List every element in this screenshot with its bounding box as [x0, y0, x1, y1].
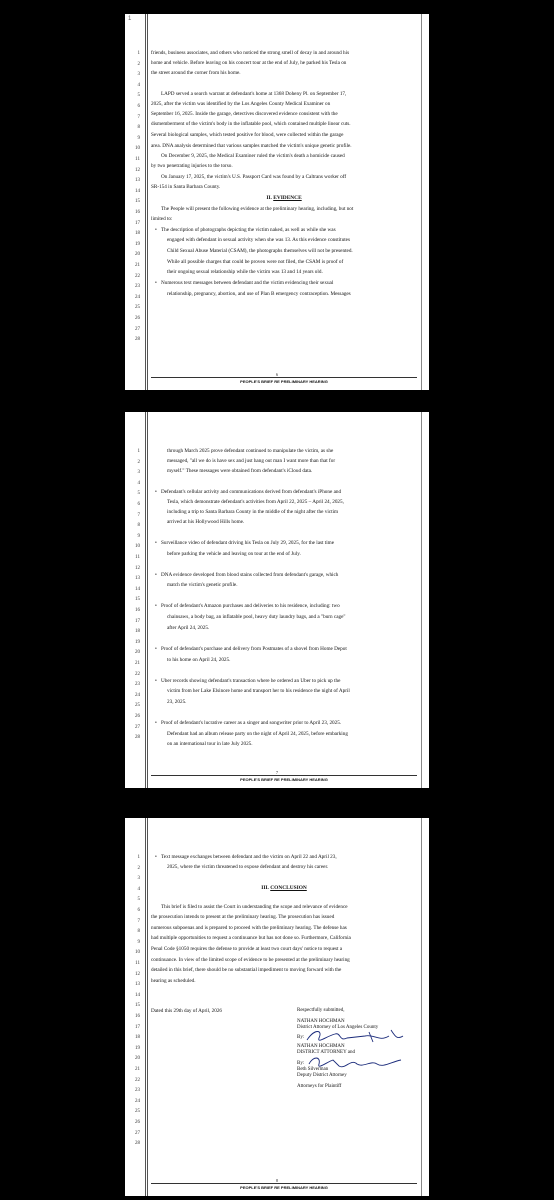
list-item: • Proof of defendant's purchase and delivery from Postmates of a shovel from Home Depot — [161, 646, 417, 653]
line-number: 12 — [135, 565, 140, 571]
line-number: 24 — [135, 1098, 140, 1104]
body-line: to his home on April 24, 2025. — [167, 657, 231, 663]
line-number: 23 — [135, 284, 140, 290]
signature-line: By: — [297, 1035, 305, 1040]
line-number: 10 — [135, 544, 140, 550]
line-number: 6 — [137, 104, 140, 109]
body-line: relationship, pregnancy, abortion, and use of Plan B emergency contraception. Messages — [167, 291, 351, 297]
body-line: detailed in this brief, there should be no substantial impediment to moving forward with the — [151, 967, 342, 973]
handwritten-signature-2 — [305, 1054, 405, 1074]
list-item: • Proof of defendant's Amazon purchases and deliveries to his residence, including: two — [161, 603, 417, 610]
body-line: by two penetrating injuries to the torso. — [151, 163, 233, 169]
body-line: SR-154 in Santa Barbara County. — [151, 184, 221, 190]
line-number: 23 — [135, 682, 140, 688]
body-line: friends, business associates, and others who noticed the strong smell of decay in and around his — [151, 50, 350, 56]
body-line: victim from her Lake Elsinore home and transport her to his residence the night of April — [167, 688, 350, 694]
line-number: 8 — [137, 523, 140, 529]
body-line: While all possible charges that could be proven were not filed, the CSAM is proof of — [167, 259, 344, 265]
line-number: 8 — [137, 929, 140, 935]
body-line: engaged with defendant in sexual activity when she was 13. As this evidence constitutes — [167, 237, 350, 243]
line-number: 2 — [137, 61, 140, 67]
line-number: 20 — [135, 1056, 140, 1062]
line-number: 4 — [137, 886, 140, 892]
line-number: 7 — [137, 512, 140, 518]
signature-line: By: — [297, 1061, 305, 1066]
line-number: 26 — [135, 714, 140, 719]
respectfully-submitted: Respectfully submitted, — [297, 1008, 345, 1013]
body-line: had multiple opportunities to request a continuance but has not done so. Furthermore, California — [151, 935, 351, 941]
signature-line: Attorneys for Plaintiff — [297, 1084, 342, 1089]
line-number: 13 — [135, 178, 140, 184]
list-item: • Uber records showing defendant's transaction where he ordered an Uber to pick up the — [161, 678, 417, 685]
page-number: 8 — [276, 1178, 278, 1183]
line-number: 12 — [135, 971, 140, 977]
line-number: 5 — [137, 93, 140, 99]
line-number: 25 — [135, 1109, 140, 1115]
corner-mark: 1 — [128, 16, 132, 22]
body-line: their ongoing sexual relationship while the victim was 13 and 14 years old. — [167, 269, 323, 275]
line-number: 2 — [137, 865, 140, 871]
page-number: 6 — [276, 372, 278, 377]
line-number: 24 — [135, 294, 140, 300]
body-line: hearing as scheduled. — [151, 978, 196, 984]
list-item: • Surveillance video of defendant driving his Tesla on July 29, 2025, for the last time — [161, 540, 417, 547]
line-number: 19 — [135, 1045, 140, 1051]
signature-line: NATHAN HOCHMAN — [297, 1044, 345, 1049]
section-heading-evidence: II. EVIDENCE — [266, 195, 302, 201]
signature-line: Beth Silverman — [297, 1067, 329, 1072]
line-number: 5 — [137, 897, 140, 903]
line-number: 18 — [135, 1035, 140, 1041]
document-page-2 — [125, 412, 429, 788]
line-number: 7 — [137, 114, 140, 120]
line-number: 17 — [135, 220, 140, 226]
section-heading-conclusion: III. CONCLUSION — [261, 885, 307, 891]
handwritten-signature-1 — [305, 1026, 405, 1048]
body-line: September 16, 2025. Inside the garage, detectives discovered evidence consistent with the — [151, 111, 338, 117]
body-line: Several biological samples, which tested positive for blood, were collected within the garage — [151, 132, 344, 138]
body-line: numerous subpoenas and is prepared to proceed with the preliminary hearing. The defense has — [151, 925, 347, 931]
body-line: Child Sexual Abuse Material (CSAM), the photographs themselves will not be presented. — [167, 248, 353, 254]
body-line: before parking the vehicle and leaving on tour at the end of July. — [167, 551, 301, 557]
line-number: 22 — [135, 273, 140, 279]
line-number: 6 — [137, 502, 140, 507]
line-number: 14 — [135, 586, 140, 592]
body-line: 2025, where the victim threatened to expose defendant and destroy his career. — [167, 864, 329, 870]
line-number: 24 — [135, 692, 140, 698]
list-item: • Text message exchanges between defendant and the victim on April 22 and April 23, — [161, 854, 417, 861]
line-number: 16 — [135, 210, 140, 215]
body-line: Defendant had an album release party on the night of April 24, 2025, before embarking — [167, 731, 348, 737]
list-item: • The description of photographs depicting the victim naked, as well as while she was — [161, 227, 417, 234]
line-number: 17 — [135, 618, 140, 624]
list-item: • DNA evidence developed from blood stains collected from defendant's garage, which — [161, 572, 417, 579]
line-number: 3 — [137, 470, 140, 476]
body-line: after April 24, 2025. — [167, 625, 210, 631]
line-number: 27 — [135, 326, 140, 332]
line-number: 15 — [135, 1003, 140, 1009]
line-number: 28 — [135, 337, 140, 343]
line-number: 28 — [135, 735, 140, 741]
line-number: 15 — [135, 199, 140, 205]
line-number: 16 — [135, 608, 140, 613]
line-number: 7 — [137, 918, 140, 924]
line-number: 11 — [135, 961, 140, 966]
line-number: 26 — [135, 316, 140, 321]
body-line: including a trip to Santa Barbara County in the middle of the night after the victim — [167, 509, 339, 515]
line-number: 23 — [135, 1088, 140, 1094]
page-footer: PEOPLE'S BRIEF RE PRELIMINARY HEARING — [151, 377, 417, 384]
body-line: Penal Code §1050 requires the defense to provide at least two court days' notice to request a — [151, 946, 343, 952]
line-number: 15 — [135, 597, 140, 603]
line-number: 20 — [135, 252, 140, 258]
body-line: area. DNA analysis determined that various samples matched the victim's unique genetic profile. — [151, 143, 352, 149]
line-number: 25 — [135, 305, 140, 311]
line-number: 18 — [135, 629, 140, 635]
body-line: The People will present the following evidence at the preliminary hearing, including, but not — [161, 206, 354, 212]
body-line: myself." These messages were obtained from defendant's iCloud data. — [167, 468, 313, 474]
page-number: 7 — [276, 770, 278, 775]
line-number: 10 — [135, 950, 140, 956]
line-number: 14 — [135, 992, 140, 998]
list-item: • Defendant's cellular activity and communications derived from defendant's iPhone and — [161, 489, 417, 496]
body-line: messaged, "all we do is have sex and just hang out man I want more than that for — [167, 458, 336, 464]
line-number: 25 — [135, 703, 140, 709]
signature-line: DISTRICT ATTORNEY and — [297, 1050, 355, 1055]
page-footer: PEOPLE'S BRIEF RE PRELIMINARY HEARING — [151, 1183, 417, 1190]
body-line: arrived at his Hollywood Hills home. — [167, 519, 245, 525]
line-number: 1 — [137, 855, 140, 860]
line-number: 19 — [135, 639, 140, 645]
body-line: On December 9, 2025, the Medical Examiner ruled the victim's death a homicide caused — [161, 153, 345, 159]
body-line: continuance. In view of the limited scope of evidence to be presented at the preliminary hearing — [151, 957, 350, 963]
body-line: 2025, after the victim was identified by the Los Angeles County Medical Examiner on — [151, 101, 331, 107]
body-line: LAPD served a search warrant at defendant's home at 1368 Doheny Pl. on September 17, — [161, 91, 347, 97]
line-number: 8 — [137, 125, 140, 131]
body-line: This brief is filed to assist the Court in understanding the scope and relevance of evidence — [161, 904, 348, 910]
line-number: 11 — [135, 555, 140, 560]
line-number: 3 — [137, 72, 140, 78]
list-item: • Numerous text messages between defendant and the victim evidencing their sexual — [161, 280, 417, 287]
body-line: the prosecution intends to present at the preliminary hearing. The prosecution has issued — [151, 914, 335, 920]
line-number: 16 — [135, 1014, 140, 1019]
line-number: 1 — [137, 449, 140, 454]
line-number: 21 — [135, 1067, 140, 1072]
signature-line: NATHAN HOCHMAN — [297, 1019, 345, 1024]
line-number: 17 — [135, 1024, 140, 1030]
body-line: home and vehicle. Before leaving on his concert tour at the end of July, he parked his Tesla on — [151, 60, 347, 66]
line-number: 4 — [137, 82, 140, 88]
body-line: 23, 2025. — [167, 699, 187, 705]
body-line: limited to: — [151, 216, 173, 222]
line-number: 22 — [135, 1077, 140, 1083]
line-number: 9 — [137, 939, 140, 945]
body-line: the street around the corner from his home. — [151, 70, 241, 76]
body-line: Tesla, which demonstrate defendant's activities from April 22, 2025 – April 24, 2025, — [167, 499, 344, 505]
line-number: 21 — [135, 661, 140, 666]
line-number: 20 — [135, 650, 140, 656]
line-number: 6 — [137, 908, 140, 913]
document-page-1 — [125, 14, 429, 390]
line-number: 1 — [137, 51, 140, 56]
line-number: 28 — [135, 1141, 140, 1147]
line-number: 21 — [135, 263, 140, 268]
line-number: 13 — [135, 576, 140, 582]
line-number: 27 — [135, 724, 140, 730]
line-number: 11 — [135, 157, 140, 162]
line-number: 26 — [135, 1120, 140, 1125]
body-line: dismemberment of the victim's body in the inflatable pool, which contained multiple linear cuts. — [151, 121, 351, 127]
line-number: 18 — [135, 231, 140, 237]
line-number: 2 — [137, 459, 140, 465]
line-number: 12 — [135, 167, 140, 173]
line-number: 9 — [137, 135, 140, 141]
list-item: • Proof of defendant's lucrative career as a singer and songwriter prior to April 23, 2025. — [161, 720, 417, 727]
line-number: 22 — [135, 671, 140, 677]
line-number: 9 — [137, 533, 140, 539]
body-line: On January 17, 2025, the victim's U.S. Passport Card was found by a Caltrans worker off — [161, 174, 347, 180]
document-page-3 — [125, 818, 429, 1196]
line-number: 13 — [135, 982, 140, 988]
signature-line: Deputy District Attorney — [297, 1073, 347, 1078]
line-number: 14 — [135, 188, 140, 194]
body-line: on an international tour in late July 2025. — [167, 741, 253, 747]
line-number: 5 — [137, 491, 140, 497]
line-number: 4 — [137, 480, 140, 486]
signature-line: District Attorney of Los Angeles County — [297, 1025, 379, 1030]
body-line: chainsaws, a body bag, an inflatable pool, heavy duty laundry bags, and a "burn cage" — [167, 614, 346, 620]
line-number: 3 — [137, 876, 140, 882]
dated-line: Dated this 29th day of April, 2026 — [151, 1008, 223, 1014]
body-line: through March 2025 prove defendant continued to manipulate the victim, as she — [167, 448, 334, 454]
page-footer: PEOPLE'S BRIEF RE PRELIMINARY HEARING — [151, 775, 417, 782]
body-line: match the victim's genetic profile. — [167, 582, 238, 588]
line-number: 19 — [135, 241, 140, 247]
line-number: 27 — [135, 1130, 140, 1136]
line-number: 10 — [135, 146, 140, 152]
